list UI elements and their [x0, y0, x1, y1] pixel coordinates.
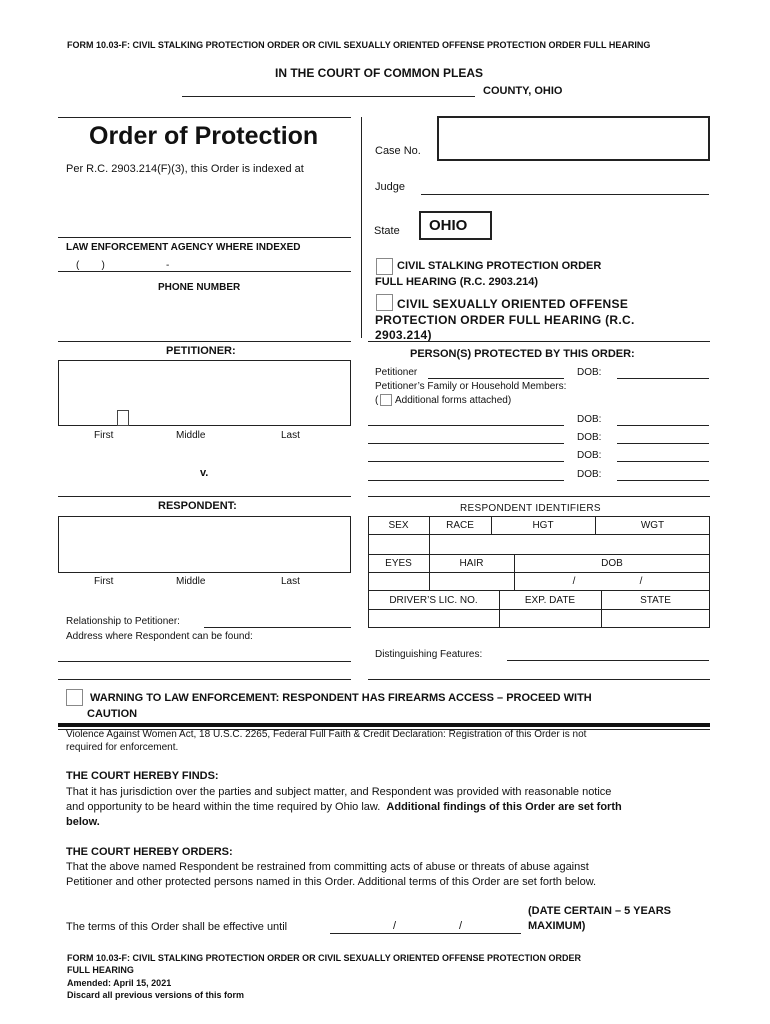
petitioner-middle-label: Middle: [176, 430, 206, 441]
date-certain-1: (DATE CERTAIN – 5 YEARS: [528, 905, 672, 917]
effective-date-field[interactable]: [330, 933, 521, 934]
family-label: Petitioner’s Family or Household Members:: [375, 381, 567, 392]
eyes-header: EYES: [385, 558, 412, 569]
protected-petitioner-label: Petitioner: [375, 367, 418, 378]
court-name: IN THE COURT OF COMMON PLEAS: [275, 66, 483, 80]
additional-paren: (: [375, 395, 379, 406]
respondent-name-box[interactable]: [58, 516, 351, 573]
member-3-dob-field[interactable]: [617, 461, 709, 462]
sexual-offense-order-checkbox[interactable]: [376, 294, 393, 311]
protected-label: PERSON(S) PROTECTED BY THIS ORDER:: [410, 348, 635, 360]
dob-slash-1: /: [572, 576, 576, 587]
footer-form-title-1: FORM 10.03-F: CIVIL STALKING PROTECTION ORDER OR CIVIL SEXUALLY ORIENTED OFFENSE PROTECTION ORDER: [67, 953, 582, 963]
finds-line-1: That it has jurisdiction over the parties and subject matter, and Respondent was provided with reasonable notice: [66, 786, 612, 798]
id-row-line-3: [368, 572, 710, 573]
county-line[interactable]: [182, 96, 475, 97]
vawa-line-1: Violence Against Women Act, 18 U.S.C. 2265, Federal Full Faith & Credit Declaration: Registration of this Order is not: [66, 729, 587, 740]
sexual-offense-label-3: 2903.214): [375, 328, 432, 342]
effective-slash-2: /: [459, 920, 463, 932]
hair-header: HAIR: [459, 558, 484, 569]
firearms-warning-checkbox[interactable]: [66, 689, 83, 706]
member-1-dob-label: DOB:: [577, 414, 602, 425]
protected-petitioner-dob-field[interactable]: [617, 378, 709, 379]
stalking-order-label: CIVIL STALKING PROTECTION ORDER: [397, 260, 602, 272]
sex-header: SEX: [388, 520, 409, 531]
dob-slash-2: /: [639, 576, 643, 587]
member-1-field[interactable]: [368, 425, 564, 426]
warning-line-2: CAUTION: [87, 708, 138, 720]
case-no-label: Case No.: [375, 145, 421, 157]
id-row-line-5: [368, 609, 710, 610]
finds-line-2-text: and opportunity to be heard within the time required by Ohio law.: [66, 801, 387, 813]
exp-header: EXP. DATE: [524, 595, 576, 606]
judge-label: Judge: [375, 181, 405, 193]
petitioner-rule: [58, 341, 351, 342]
relationship-field[interactable]: [204, 627, 351, 628]
member-3-field[interactable]: [368, 461, 564, 462]
warning-thick-rule: [58, 723, 710, 727]
vawa-line-2: required for enforcement.: [66, 742, 179, 753]
state-value: OHIO: [419, 211, 492, 240]
member-4-dob-label: DOB:: [577, 469, 602, 480]
respondent-first-label: First: [94, 576, 114, 587]
id-row-line-2: [368, 554, 710, 555]
wgt-header: WGT: [640, 520, 665, 531]
respondent-rule: [58, 496, 351, 497]
sexual-offense-label: CIVIL SEXUALLY ORIENTED OFFENSE: [397, 297, 629, 311]
identifiers-label: RESPONDENT IDENTIFIERS: [460, 503, 601, 514]
versus-label: v.: [200, 467, 209, 479]
phone-format: ( ) -: [76, 260, 170, 271]
member-3-dob-label: DOB:: [577, 450, 602, 461]
finds-line-3: below.: [66, 816, 100, 828]
center-divider: [361, 117, 362, 338]
address-field[interactable]: [58, 661, 351, 662]
indexed-text: Per R.C. 2903.214(F)(3), this Order is indexed at: [66, 163, 304, 175]
case-no-field[interactable]: [437, 116, 710, 161]
phone-label: PHONE NUMBER: [158, 282, 241, 293]
finds-line-2-bold: Additional findings of this Order are set forth: [386, 801, 622, 813]
petitioner-label: PETITIONER:: [166, 345, 236, 357]
member-2-dob-field[interactable]: [617, 443, 709, 444]
respondent-last-label: Last: [281, 576, 300, 587]
state-header: STATE: [640, 595, 671, 606]
petitioner-box-marker[interactable]: [117, 410, 129, 426]
judge-field[interactable]: [421, 194, 709, 195]
additional-forms-checkbox[interactable]: [380, 394, 392, 406]
finds-heading: THE COURT HEREBY FINDS:: [66, 770, 219, 782]
agency-phone-field[interactable]: [58, 271, 351, 272]
protected-petitioner-dob-label: DOB:: [577, 367, 602, 378]
dl-header: DRIVER’S LIC. NO.: [389, 595, 478, 606]
member-2-dob-label: DOB:: [577, 432, 602, 443]
id-row-line-4: [368, 590, 710, 591]
footer-discard: Discard all previous versions of this form: [67, 990, 245, 1000]
protected-petitioner-field[interactable]: [428, 378, 564, 379]
orders-line-1: That the above named Respondent be restrained from committing acts of abuse or threats of abuse against: [66, 861, 589, 873]
agency-label: LAW ENFORCEMENT AGENCY WHERE INDEXED: [66, 242, 301, 253]
respondent-label: RESPONDENT:: [158, 500, 237, 512]
petitioner-last-label: Last: [281, 430, 300, 441]
petitioner-name-box[interactable]: [58, 360, 351, 426]
footer-amended: Amended: April 15, 2021: [67, 978, 172, 988]
effective-slash-1: /: [393, 920, 397, 932]
top-rule-left: [58, 117, 351, 118]
effective-label: The terms of this Order shall be effective until: [66, 921, 288, 933]
county-label: COUNTY, OHIO: [483, 85, 563, 97]
petitioner-first-label: First: [94, 430, 114, 441]
member-4-dob-field[interactable]: [617, 480, 709, 481]
member-4-field[interactable]: [368, 480, 564, 481]
orders-heading: THE COURT HEREBY ORDERS:: [66, 846, 233, 858]
dob-header: DOB: [601, 558, 623, 569]
protected-rule: [368, 341, 710, 342]
finds-line-2: [66, 801, 622, 813]
hgt-header: HGT: [532, 520, 554, 531]
features-label: Distinguishing Features:: [375, 649, 483, 660]
identifiers-rule: [368, 496, 710, 497]
state-label: State: [374, 225, 400, 237]
agency-rule: [58, 237, 351, 238]
respondent-bottom-rule: [58, 679, 351, 680]
stalking-order-checkbox[interactable]: [376, 258, 393, 275]
footer-form-title-2: FULL HEARING: [67, 965, 134, 975]
relationship-label: Relationship to Petitioner:: [66, 616, 180, 627]
race-header: RACE: [446, 520, 474, 531]
additional-forms-label: Additional forms attached): [395, 395, 512, 406]
member-2-field[interactable]: [368, 443, 564, 444]
identifiers-bottom-rule: [368, 679, 710, 680]
respondent-middle-label: Middle: [176, 576, 206, 587]
stalking-order-label-2: FULL HEARING (R.C. 2903.214): [375, 276, 539, 288]
member-1-dob-field[interactable]: [617, 425, 709, 426]
orders-line-2: Petitioner and other protected persons named in this Order. Additional terms of this Order are set forth below.: [66, 876, 597, 888]
sexual-offense-label-2: PROTECTION ORDER FULL HEARING (R.C.: [375, 313, 635, 327]
page-title: Order of Protection: [89, 122, 319, 150]
date-certain-2: MAXIMUM): [528, 920, 586, 932]
warning-line-1: WARNING TO LAW ENFORCEMENT: RESPONDENT HAS FIREARMS ACCESS – PROCEED WITH: [90, 692, 592, 704]
address-label: Address where Respondent can be found:: [66, 631, 253, 642]
id-row-line-1: [368, 534, 710, 535]
features-field[interactable]: [507, 660, 709, 661]
form-title-header: FORM 10.03-F: CIVIL STALKING PROTECTION ORDER OR CIVIL SEXUALLY ORIENTED OFFENSE PROTECTION ORDER FULL HEARING: [67, 40, 651, 50]
